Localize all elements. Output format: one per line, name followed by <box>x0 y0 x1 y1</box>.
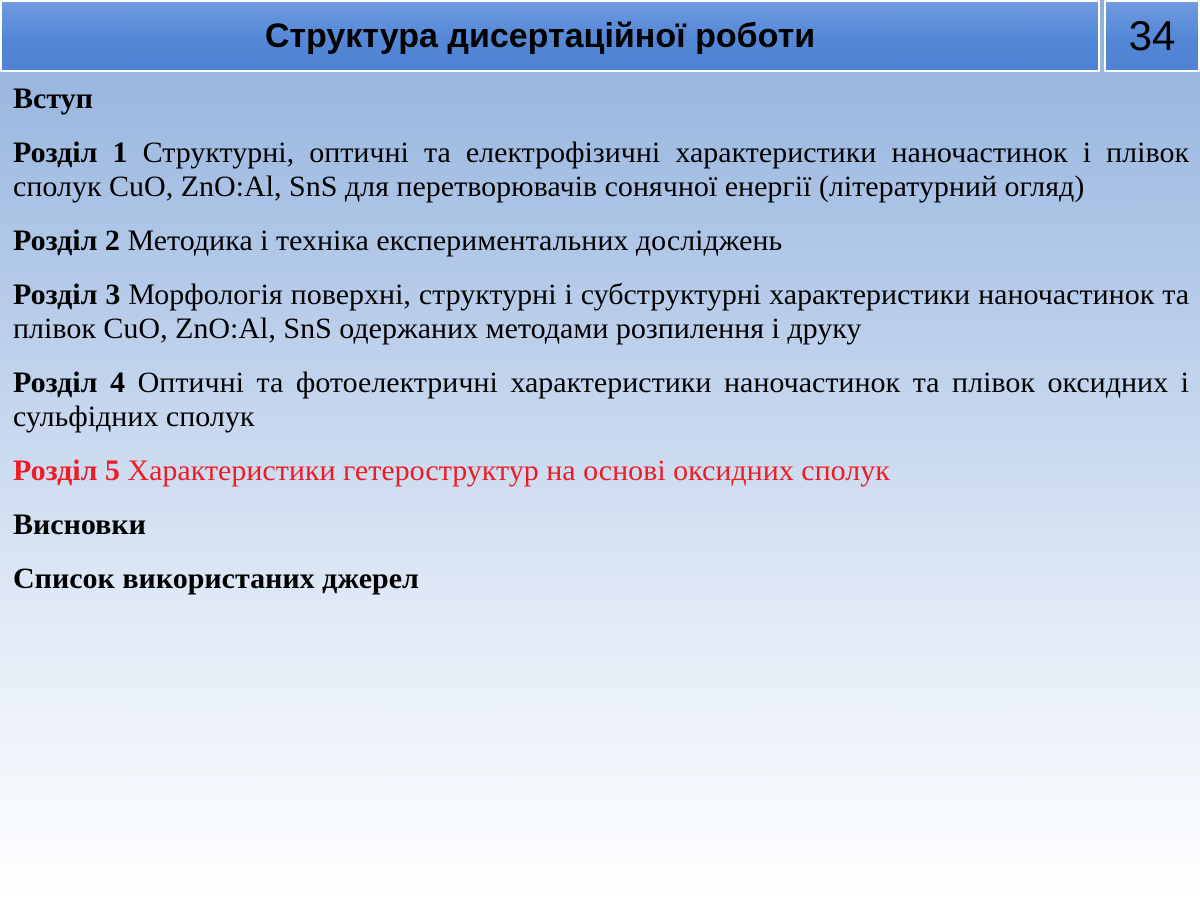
item-text: Структурні, оптичні та електрофізичні характеристики наночастинок і плівок сполук CuO, ZnO:Al, SnS для перетворювачів сонячної енергії (літературний огляд) <box>13 136 1190 203</box>
item-text: Характеристики гетероструктур на основі оксидних сполук <box>127 454 890 487</box>
slide-title: Структура дисертаційної роботи <box>264 16 816 55</box>
item-conclusions <box>13 508 1189 542</box>
item-chapter-5-highlighted <box>13 454 1189 488</box>
item-text: Методика і техніка експериментальних досліджень <box>127 224 783 257</box>
item-chapter-4 <box>13 366 1189 434</box>
item-text: Морфологія поверхні, структурні і субструктурні характеристики наночастинок та плівок CuO, ZnO:Al, SnS одержаних методами розпилення і друку <box>13 278 1190 345</box>
item-chapter-3 <box>13 278 1189 346</box>
contents-list <box>13 82 1189 616</box>
item-label: Розділ 3 <box>13 278 121 311</box>
title-bar <box>0 0 1100 72</box>
item-label: Розділ 5 <box>13 454 120 487</box>
item-introduction <box>13 82 1189 116</box>
item-chapter-1 <box>13 136 1189 204</box>
item-references <box>13 562 1189 596</box>
item-label: Розділ 1 <box>13 136 128 169</box>
page-number-box <box>1104 0 1200 72</box>
item-text: Оптичні та фотоелектричні характеристики наночастинок та плівок оксидних і сульфідних сполук <box>13 366 1189 433</box>
item-label: Розділ 4 <box>13 366 126 399</box>
item-label: Вступ <box>13 82 93 115</box>
item-label: Висновки <box>13 508 146 541</box>
item-chapter-2 <box>13 224 1189 258</box>
item-label: Розділ 2 <box>13 224 120 257</box>
page-number: 34 <box>1128 12 1176 59</box>
item-label: Список використаних джерел <box>13 562 419 595</box>
